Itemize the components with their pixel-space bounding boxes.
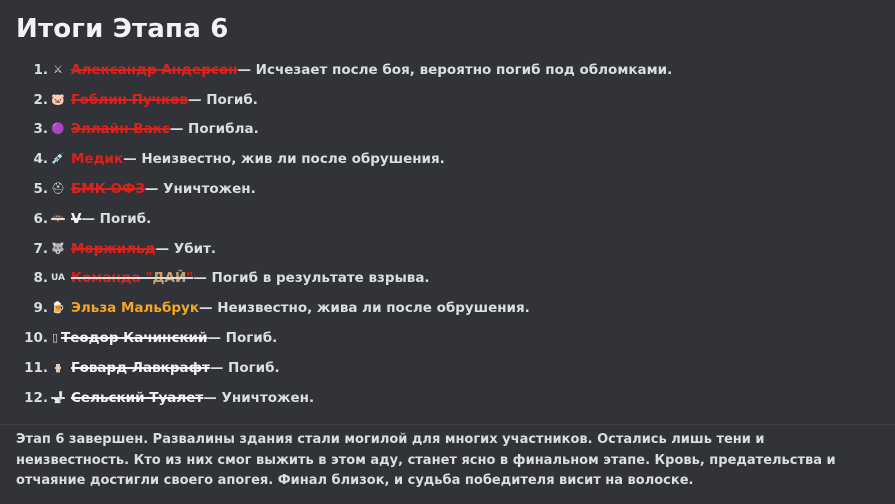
list-item <box>16 264 879 294</box>
item-number: 11. <box>24 359 48 376</box>
participant-note: — Исчезает после боя, вероятно погиб под обломками. <box>237 61 673 78</box>
participant-note: — Погиб в результате взрыва. <box>193 270 430 287</box>
item-number: 5. <box>33 181 48 198</box>
participant-name: Теодор Качинский <box>61 330 208 347</box>
results-list <box>16 55 879 413</box>
pig-icon: 🐷 <box>51 92 65 106</box>
item-number: 4. <box>33 151 48 168</box>
divider <box>0 424 895 425</box>
participant-note: — Погиб. <box>209 359 280 376</box>
participant-name: Эллайн Вакс <box>71 121 170 138</box>
participant-note: — Погиб. <box>207 330 278 347</box>
list-item <box>16 55 879 85</box>
participant-name: Медик <box>71 151 124 168</box>
team-name-quote: " <box>186 270 194 287</box>
item-number: 10. <box>24 330 48 347</box>
list-item <box>16 293 879 323</box>
item-number: 1. <box>33 61 48 78</box>
box-icon: ▯ <box>51 331 59 345</box>
participant-note: — Погиб. <box>81 210 152 227</box>
syringe-icon: 💉 <box>51 152 65 166</box>
bat-icon: 🦇 <box>51 211 65 225</box>
purple-circle-icon: 🟣 <box>51 122 65 136</box>
list-item <box>16 234 879 264</box>
participant-name: Сельский Туалет <box>71 389 204 406</box>
item-number: 2. <box>33 91 48 108</box>
participant-note: — Уничтожен. <box>203 389 315 406</box>
list-item <box>16 323 879 353</box>
item-number: 7. <box>33 240 48 257</box>
participant-note: — Погибла. <box>169 121 259 138</box>
item-number: 9. <box>33 300 48 317</box>
toilet-icon: 🚽 <box>51 390 65 404</box>
summary-paragraph: Этап 6 завершен. Развалины здания стали могилой для многих участников. Остались лишь тени и неизвестность. Кто из них смог выжить в этом аду, станет ясно в финальном этапе. Кровь, предательства и отчаяние достигли своего апогея. Финал близок, и судьба победителя висит на волоске. <box>16 432 836 488</box>
wolf-icon: 🐺 <box>51 241 65 255</box>
participant-name: Александр Андерсон <box>71 61 238 78</box>
participant-name: Эльза Мальбрук <box>71 300 200 317</box>
person-portrait-icon: ▮ <box>54 360 62 374</box>
beer-icon: 🍺 <box>51 301 65 315</box>
participant-note: — Убит. <box>155 240 217 257</box>
participant-note: — Погиб. <box>188 91 258 108</box>
list-item <box>16 383 879 413</box>
page-title: Итоги Этапа 6 <box>16 14 229 44</box>
flag-ua-icon: UA <box>51 273 65 284</box>
participant-note: — Неизвестно, жив ли после обрушения. <box>123 151 445 168</box>
participant-name: Говард Лавкрафт <box>71 359 210 376</box>
list-item <box>16 85 879 115</box>
sword-icon: ⚔ <box>53 62 63 76</box>
participant-note: — Неизвестно, жива ли после обрушения. <box>199 300 530 317</box>
participant-note: — Уничтожен. <box>144 181 256 198</box>
item-number: 3. <box>33 121 48 138</box>
item-number: 8. <box>33 270 48 287</box>
list-item <box>16 204 879 234</box>
participant-name: V <box>71 210 82 227</box>
item-number: 6. <box>33 210 48 227</box>
list-item <box>16 144 879 174</box>
list-item <box>16 353 879 383</box>
team-name-highlight: ДАЙ <box>152 270 187 287</box>
helmet-icon: ⛑ <box>51 182 65 196</box>
participant-name: Моржильд <box>71 240 156 257</box>
team-name-part: Команда " <box>71 270 153 287</box>
participant-name <box>71 269 193 287</box>
item-number: 12. <box>24 389 48 406</box>
participant-name: Гоблин Пучков <box>71 91 189 108</box>
list-item <box>16 174 879 204</box>
participant-name: БМК ОФЗ <box>71 181 145 198</box>
list-item <box>16 115 879 145</box>
